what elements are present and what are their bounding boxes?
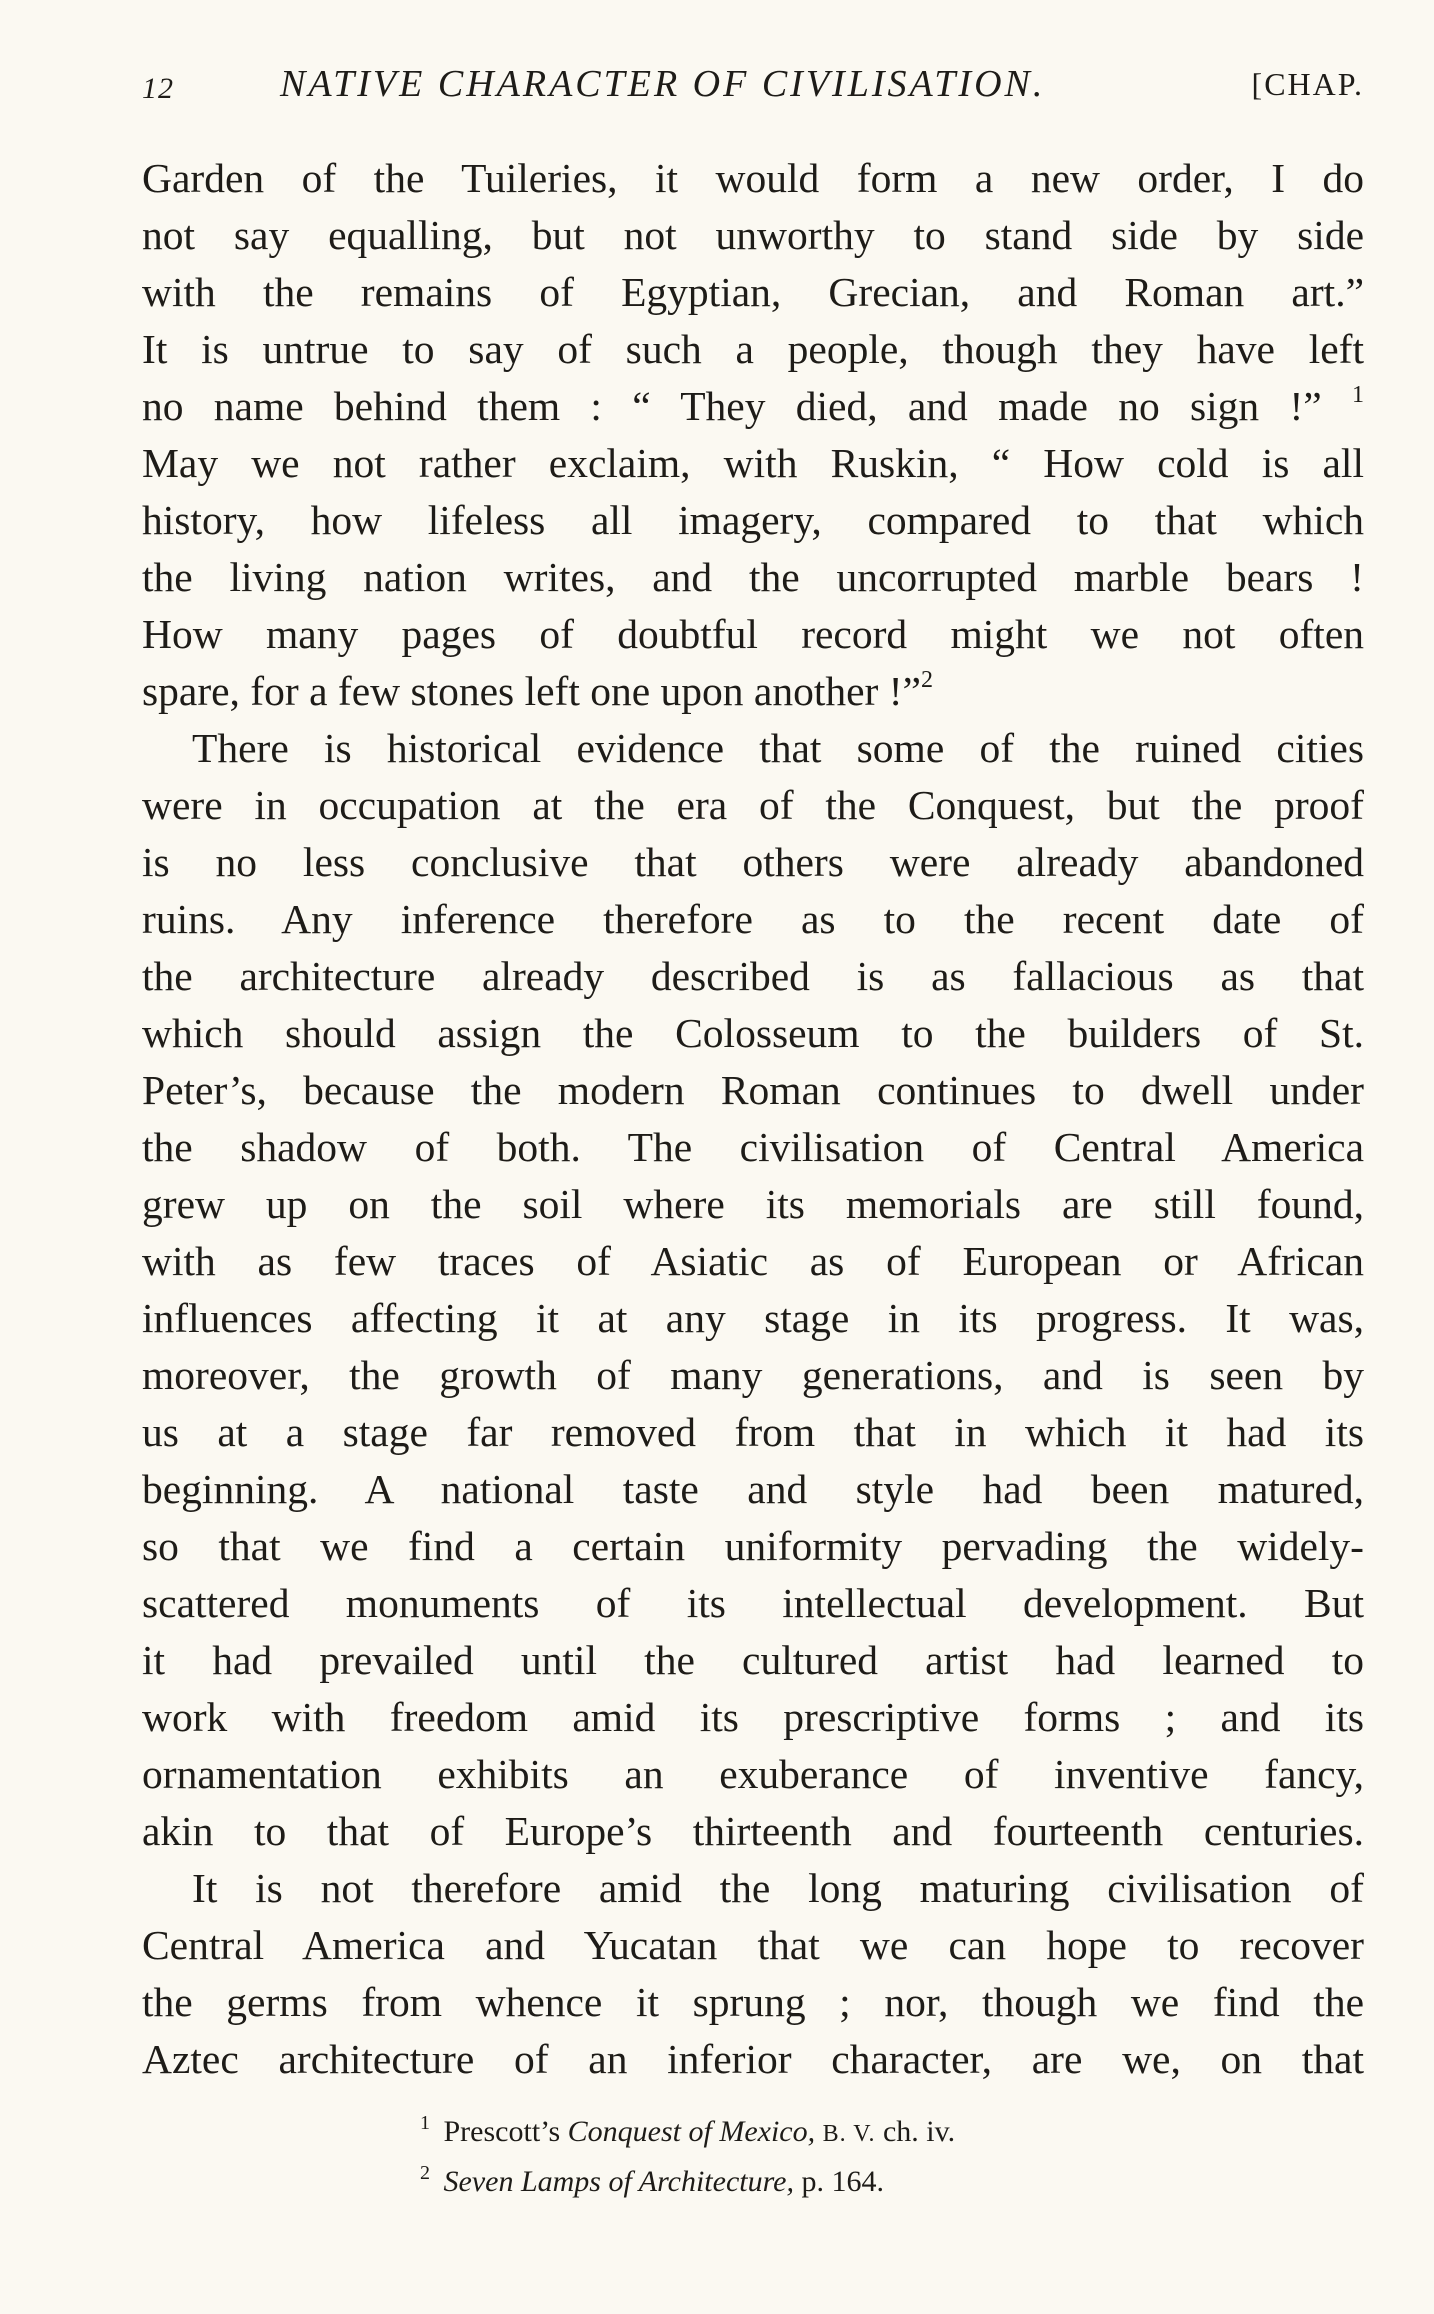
text-line: so that we find a certain uniformity pervading the widely- <box>142 1523 1364 1569</box>
text-line-with-note <box>142 663 1364 720</box>
text-line: with the remains of Egyptian, Grecian, and Roman art.” <box>142 269 1364 315</box>
chapter-mark: [CHAP. <box>1251 66 1364 102</box>
text-line: which should assign the Colosseum to the builders of St. <box>142 1010 1364 1056</box>
text-line: history, how lifeless all imagery, compared to that which <box>142 497 1364 543</box>
text-line: no name behind them : “ They died, and made no sign !” <box>142 383 1322 429</box>
footnotes <box>420 2108 1320 2206</box>
text-line: Garden of the Tuileries, it would form a new order, I do <box>142 155 1364 201</box>
text-line: Aztec architecture of an inferior character, are we, on that <box>142 2036 1364 2082</box>
text-line: akin to that of Europe’s thirteenth and fourteenth centuries. <box>142 1808 1364 1854</box>
footnote-title: Seven Lamps of Architecture, <box>443 2165 794 2198</box>
text-line: the germs from whence it sprung ; nor, though we find the <box>142 1979 1364 2025</box>
text-line: grew up on the soil where its memorials are still found, <box>142 1181 1364 1227</box>
paragraph-first-line: It is not therefore amid the long maturing civilisation of <box>192 1865 1364 1911</box>
footnote-book-ref: B. V. <box>822 2121 876 2147</box>
text-line: scattered monuments of its intellectual development. But <box>142 1580 1364 1626</box>
text-line: were in occupation at the era of the Conquest, but the proof <box>142 782 1364 828</box>
text-line: the shadow of both. The civilisation of Central America <box>142 1124 1364 1170</box>
footnote-2 <box>420 2158 1320 2206</box>
text-line: It is untrue to say of such a people, though they have left <box>142 326 1364 372</box>
running-title: NATIVE CHARACTER OF CIVILISATION. <box>280 63 1046 105</box>
paragraph-first-line: There is historical evidence that some of the ruined cities <box>192 725 1364 771</box>
body-text <box>142 150 1364 2088</box>
footnote-number: 2 <box>420 2162 430 2184</box>
text-line: it had prevailed until the cultured artist had learned to <box>142 1637 1364 1683</box>
text-line: the architecture already described is as fallacious as that <box>142 953 1364 999</box>
text-line: moreover, the growth of many generations, and is seen by <box>142 1352 1364 1398</box>
text-line: with as few traces of Asiatic as of European or African <box>142 1238 1364 1284</box>
footnote-1 <box>420 2108 1320 2158</box>
footnote-chapter-ref: ch. iv. <box>882 2115 956 2148</box>
text-line: beginning. A national taste and style had been matured, <box>142 1466 1364 1512</box>
footnote-author: Prescott’s <box>443 2115 561 2148</box>
text-line: May we not rather exclaim, with Ruskin, “ How cold is all <box>142 440 1364 486</box>
text-line: us at a stage far removed from that in which it had its <box>142 1409 1364 1455</box>
text-line: is no less conclusive that others were already abandoned <box>142 839 1364 885</box>
running-head <box>142 62 1364 122</box>
footnote-page-ref: p. 164. <box>801 2165 884 2198</box>
text-line-with-note <box>142 378 1364 435</box>
text-line: not say equalling, but not unworthy to stand side by side <box>142 212 1364 258</box>
footnote-number: 1 <box>420 2112 430 2134</box>
text-line: influences affecting it at any stage in its progress. It was, <box>142 1295 1364 1341</box>
text-line: Peter’s, because the modern Roman continues to dwell under <box>142 1067 1364 1113</box>
text-line: Central America and Yucatan that we can hope to recover <box>142 1922 1364 1968</box>
page-number: 12 <box>142 72 174 105</box>
text-line: the living nation writes, and the uncorrupted marble bears ! <box>142 554 1364 600</box>
footnote-title: Conquest of Mexico, <box>567 2115 816 2148</box>
text-line: work with freedom amid its prescriptive forms ; and its <box>142 1694 1364 1740</box>
text-line: ruins. Any inference therefore as to the recent date of <box>142 896 1364 942</box>
footnote-marker: 1 <box>1352 382 1365 408</box>
text-line: How many pages of doubtful record might we not often <box>142 611 1364 657</box>
text-line: ornamentation exhibits an exuberance of inventive fancy, <box>142 1751 1364 1797</box>
text-line: spare, for a few stones left one upon another !” <box>142 668 921 714</box>
footnote-marker: 2 <box>920 667 933 693</box>
